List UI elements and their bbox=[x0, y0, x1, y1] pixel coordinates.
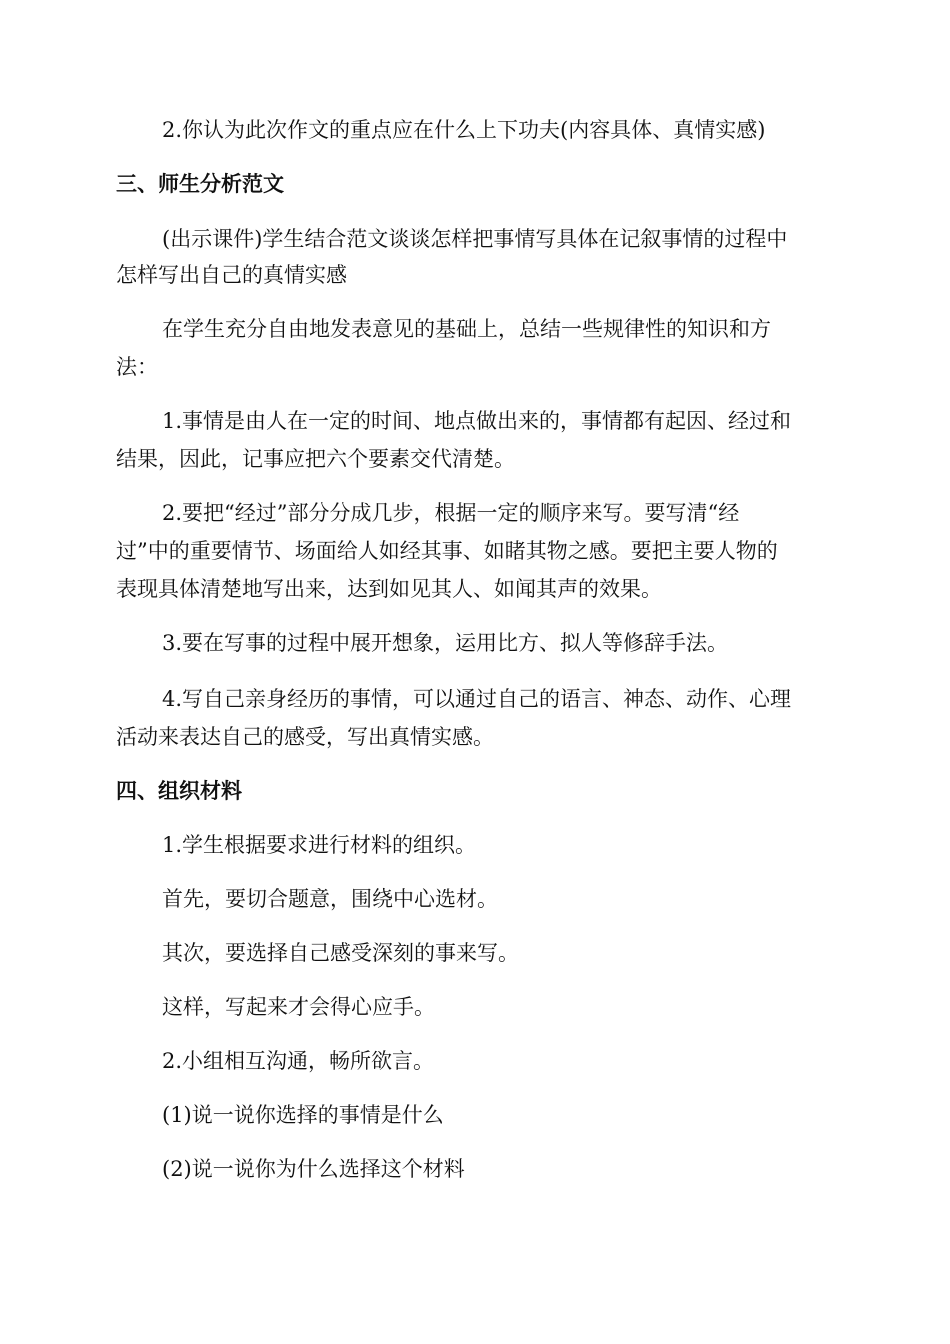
list-item-line: 活动来表达自己的感受，写出真情实感。 bbox=[116, 725, 494, 749]
list-item-line: 2.要把“经过”部分分成几步，根据一定的顺序来写。要写清“经 bbox=[162, 501, 740, 525]
list-item-line: 过”中的重要情节、场面给人如经其事、如睹其物之感。要把主要人物的 bbox=[116, 539, 778, 563]
paragraph-line: 其次，要选择自己感受深刻的事来写。 bbox=[162, 941, 519, 965]
section-heading-3: 三、师生分析范文 bbox=[116, 172, 284, 196]
list-item-line: 1.学生根据要求进行材料的组织。 bbox=[162, 833, 477, 857]
sub-item-line: (1)说一说你选择的事情是什么 bbox=[162, 1103, 444, 1127]
sub-item-line: (2)说一说你为什么选择这个材料 bbox=[162, 1157, 465, 1181]
paragraph-line: 怎样写出自己的真情实感 bbox=[116, 263, 347, 287]
paragraph-line: 这样，写起来才会得心应手。 bbox=[162, 995, 435, 1019]
list-item-line: 4.写自己亲身经历的事情，可以通过自己的语言、神态、动作、心理 bbox=[162, 687, 792, 711]
list-item-line: 3.要在写事的过程中展开想象，运用比方、拟人等修辞手法。 bbox=[162, 631, 729, 655]
question-2-line: 2.你认为此次作文的重点应在什么上下功夫(内容具体、真情实感) bbox=[162, 118, 766, 142]
list-item-line: 结果，因此，记事应把六个要素交代清楚。 bbox=[116, 447, 515, 471]
paragraph-line: 法： bbox=[116, 355, 158, 379]
list-item-line: 表现具体清楚地写出来，达到如见其人、如闻其声的效果。 bbox=[116, 577, 662, 601]
list-item-line: 2.小组相互沟通，畅所欲言。 bbox=[162, 1049, 435, 1073]
list-item-line: 1.事情是由人在一定的时间、地点做出来的，事情都有起因、经过和 bbox=[162, 409, 792, 433]
paragraph-line: (出示课件)学生结合范文谈谈怎样把事情写具体在记叙事情的过程中 bbox=[162, 227, 788, 251]
section-heading-4: 四、组织材料 bbox=[116, 779, 242, 803]
paragraph-line: 首先，要切合题意，围绕中心选材。 bbox=[162, 887, 498, 911]
paragraph-line: 在学生充分自由地发表意见的基础上，总结一些规律性的知识和方 bbox=[162, 317, 771, 341]
